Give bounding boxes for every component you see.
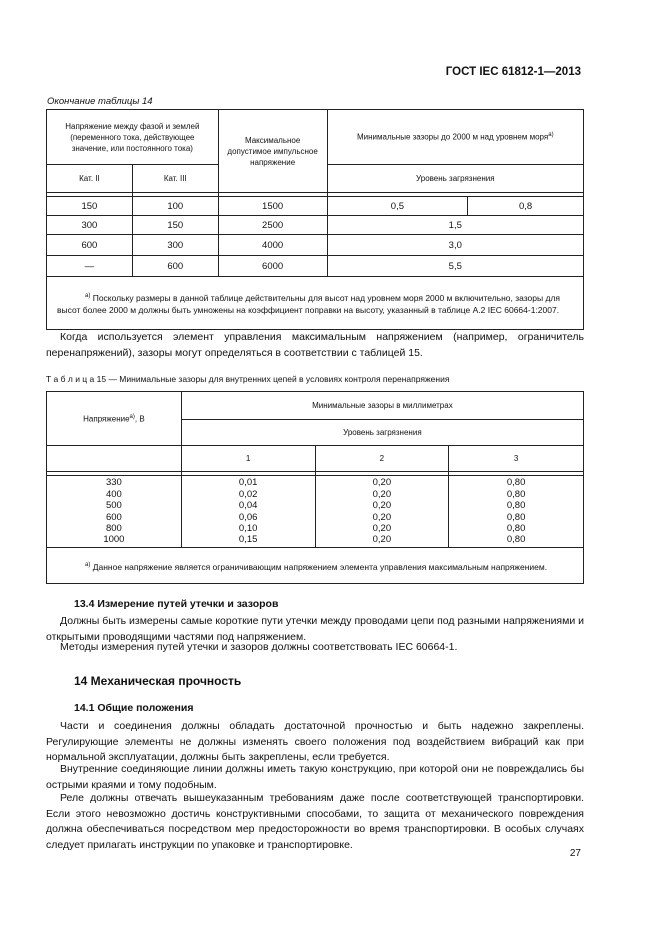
header-clearances: [327, 110, 583, 165]
header-clearances-note: а): [548, 132, 554, 139]
header-level-2: 2: [315, 446, 449, 472]
section-14-title: 14 Механическая прочность: [74, 674, 242, 688]
voltage-column: 330 400 500 600 800 1000: [47, 476, 182, 548]
table-15-caption: Т а б л и ц а 15 — Минимальные зазоры для внутренних цепей в условиях контроля перенапряжения: [46, 374, 450, 384]
header-voltage-text: Напряжение: [83, 414, 130, 424]
table-cell: 1500: [218, 197, 327, 216]
footnote-text: Поскольку размеры в данной таблице действительны для высот над уровнем моря 2000 м включительно, зазоры для высот более 2000 м должны быть умножены на коэффициент поправки на высоту, указанный в таблице А.2 IEC 60664-1:2007.: [57, 292, 561, 315]
header-impulse: Максимальное допустимое импульсное напряжение: [218, 110, 327, 193]
header-pollution: Уровень загрязнения: [181, 420, 583, 446]
table-cell: 100: [132, 197, 218, 216]
table-cell: 1,5: [327, 216, 583, 235]
header-voltage: [47, 392, 182, 446]
header-voltage-unit: , В: [134, 414, 145, 424]
table-cell: 300: [47, 216, 133, 235]
level-2-column: 0,20 0,20 0,20 0,20 0,20 0,20: [315, 476, 449, 548]
header-clearances-text: Минимальные зазоры до 2000 м над уровнем моря: [356, 132, 549, 142]
header-cat2: Кат. II: [47, 165, 133, 193]
header-pollution: Уровень загрязнения: [327, 165, 583, 193]
table-15-footnote: [47, 548, 584, 584]
table-cell: 150: [132, 216, 218, 235]
section-13-4-title: 13.4 Измерение путей утечки и зазоров: [74, 598, 279, 610]
table-cell: 5,5: [327, 256, 583, 277]
section-14-1-para-3: Реле должны отвечать вышеуказанным требованиям даже после соответствующей транспортировки. Если этого невозможно достичь конструктивными способами, то защита от механического повреждения должна обеспечиваться посредством мер предосторожности во время транспортировки. В особых случаях следует прилагать инструкции по упаковке и транспортировке.: [46, 792, 584, 851]
table-cell: 0,5: [327, 197, 468, 216]
page-number: 27: [569, 848, 581, 859]
table-cell: 600: [132, 256, 218, 277]
table-cell: 4000: [218, 235, 327, 256]
header-level-3: 3: [449, 446, 584, 472]
header-level-empty: [47, 446, 182, 472]
footnote-mark: а): [85, 561, 91, 568]
section-13-4-para-2: Методы измерения путей утечки и зазоров должны соответствовать IEC 60664-1.: [60, 641, 458, 653]
header-level-1: 1: [181, 446, 315, 472]
level-1-column: 0,01 0,02 0,04 0,06 0,10 0,15: [181, 476, 315, 548]
header-min-clearances: Минимальные зазоры в миллиметрах: [181, 392, 583, 420]
table-cell: —: [47, 256, 133, 277]
header-voltage: Напряжение между фазой и землей (переменного тока, действующее значение, или постоянного тока): [47, 110, 219, 165]
table-cell: 2500: [218, 216, 327, 235]
table-cell: 3,0: [327, 235, 583, 256]
table-cell: 600: [47, 235, 133, 256]
paragraph-overvoltage: Когда используется элемент управления максимальным напряжением (например, ограничитель перенапряжений), зазоры могут определяться в соответствии с таблицей 15.: [46, 331, 584, 359]
table-14: [46, 109, 584, 330]
table-cell: 300: [132, 235, 218, 256]
section-13-4-para-1: Должны быть измерены самые короткие пути утечки между проводами цепи под разными напряжениями и открытыми проводящими частями под напряжением.: [46, 615, 584, 643]
header-voltage-note: а): [129, 413, 135, 420]
level-3-column: 0,80 0,80 0,80 0,80 0,80 0,80: [449, 476, 584, 548]
document-header: ГОСТ IEC 61812-1—2013: [445, 66, 581, 78]
table-cell: 6000: [218, 256, 327, 277]
table-cell: 0,8: [468, 197, 584, 216]
table-14-caption: Окончание таблицы 14: [47, 96, 153, 107]
table-15: [46, 391, 584, 584]
footnote-text: Данное напряжение является ограничивающим напряжением элемента управления максимальным напряжением.: [92, 561, 548, 572]
footnote-mark: а): [85, 293, 91, 300]
section-14-1-para-2: Внутренние соединяющие линии должны иметь такую конструкцию, при которой они не повреждались бы острыми краями и тому подобным.: [46, 763, 584, 791]
table-cell: 150: [47, 197, 133, 216]
table-14-footnote: [47, 277, 584, 330]
section-14-1-title: 14.1 Общие положения: [74, 702, 194, 714]
section-14-1-para-1: Части и соединения должны обладать достаточной прочностью и быть надежно закреплены. Регулирующие элементы не должны изменять своего положения под воздействием вибраций как при нормальной эксплуатации, должны быть закреплены, если требуется.: [46, 720, 584, 763]
header-cat3: Кат. III: [132, 165, 218, 193]
